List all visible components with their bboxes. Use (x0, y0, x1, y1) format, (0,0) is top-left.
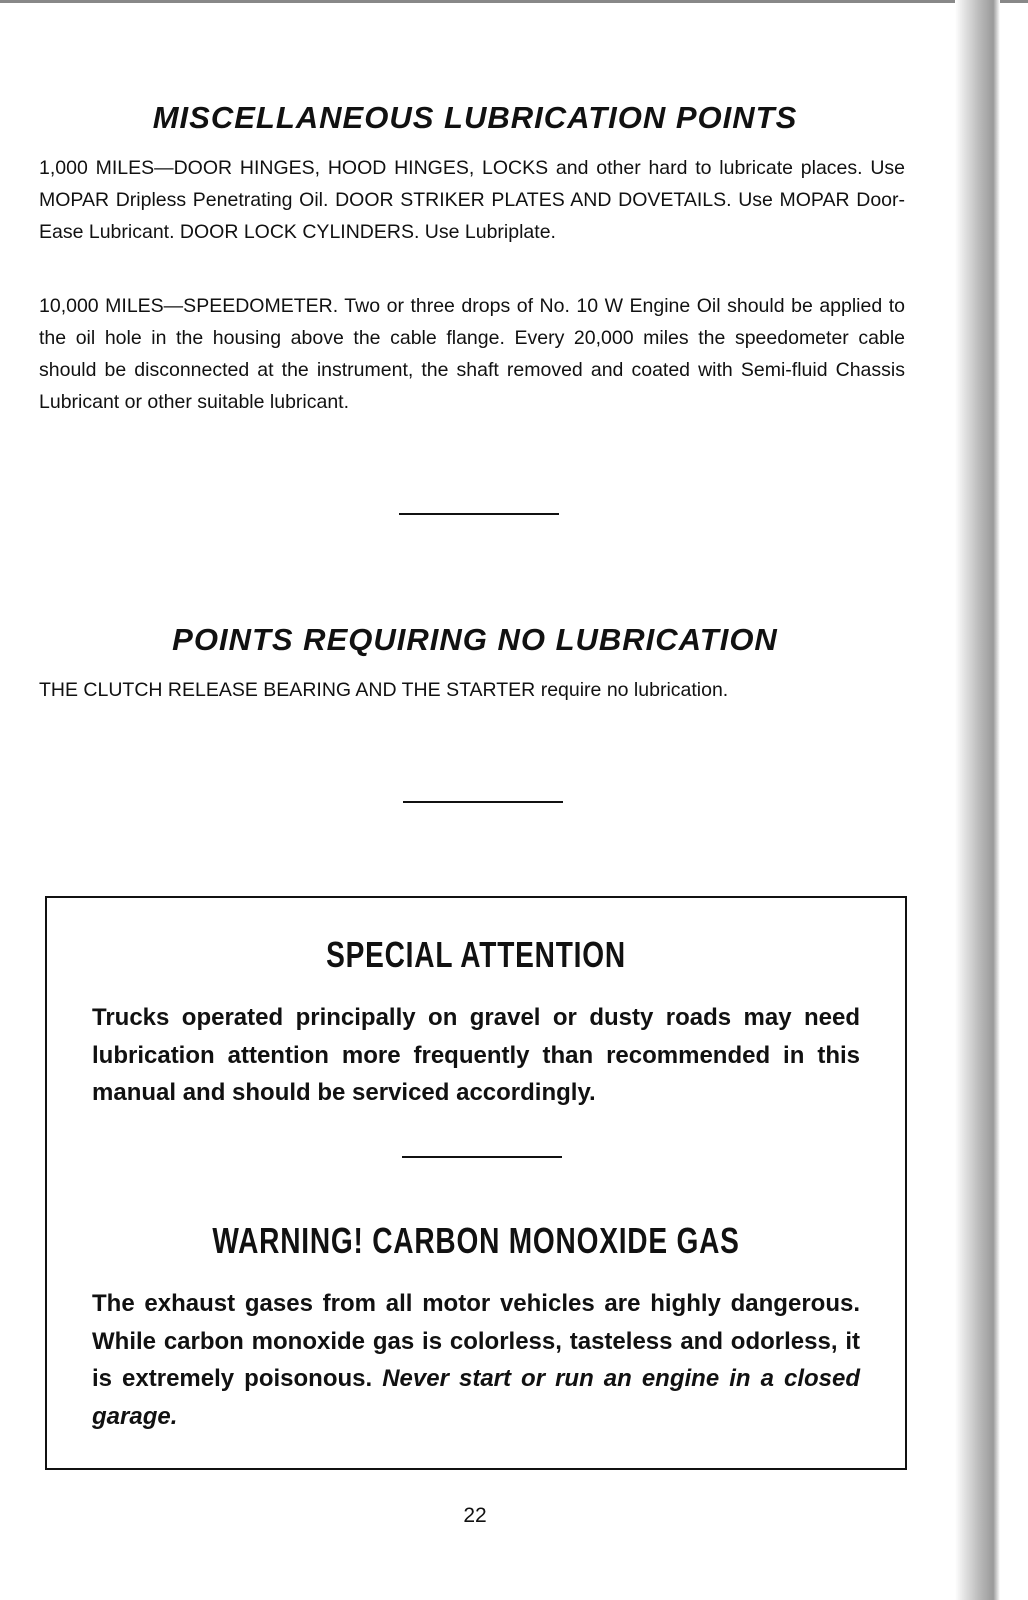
section-divider (403, 801, 563, 803)
no-lub-text: require no lubrication. (535, 679, 729, 701)
page-top-edge (0, 0, 1028, 3)
special-attention-text: Trucks operated principally on gravel or dusty roads may need lubrication attention more frequently than recommended in this manual and should be serviced accordingly. (92, 1004, 860, 1106)
misc-p2-lead: 10,000 MILES—SPEEDOMETER. (39, 295, 339, 317)
misc-p1-lead: 1,000 MILES—DOOR HINGES, HOOD HINGES, LOCKS (39, 157, 549, 179)
misc-paragraph-1 (39, 152, 905, 248)
warning-emphasis: Never start or run an engine in a closed garage. (92, 1365, 861, 1430)
no-lubrication-text (39, 674, 905, 706)
no-lub-lead: THE CLUTCH RELEASE BEARING AND THE STARTER (39, 679, 536, 701)
page-number: 22 (463, 1504, 487, 1527)
misc-p1-text: and other hard to lubricate places. Use MOPAR Dripless Penetrating Oil. DOOR STRIKER PLATES AND DOVETAILS. Use MOPAR Door-Ease Lubricant. DOOR LOCK CYLINDERS. Use Lubriplate. (39, 157, 905, 243)
misc-lubrication-heading: MISCELLANEOUS LUBRICATION POINTS (152, 100, 798, 135)
book-spine-shadow (955, 0, 1000, 1600)
special-attention-heading: SPECIAL ATTENTION (326, 934, 626, 975)
warning-body: The exhaust gases from all motor vehicles are highly dangerous. While carbon monoxide gas is colorless, tasteless and odorless, it is extremely poisonous. (92, 1290, 860, 1392)
section-divider (399, 513, 559, 515)
misc-p2-text: Two or three drops of No. 10 W Engine Oil should be applied to the oil hole in the housing above the cable flange. Every 20,000 miles the speedometer cable should be disconnected at the instrument, the shaft removed and coated with Semi-fluid Chassis Lubricant or other suitable lubricant. (39, 295, 905, 413)
no-lubrication-heading: POINTS REQUIRING NO LUBRICATION (172, 622, 778, 657)
special-attention-box (45, 896, 907, 1470)
warning-heading: WARNING! CARBON MONOXIDE GAS (212, 1220, 740, 1261)
box-divider (402, 1156, 562, 1158)
misc-paragraph-2 (39, 290, 905, 418)
warning-text (92, 1285, 860, 1435)
